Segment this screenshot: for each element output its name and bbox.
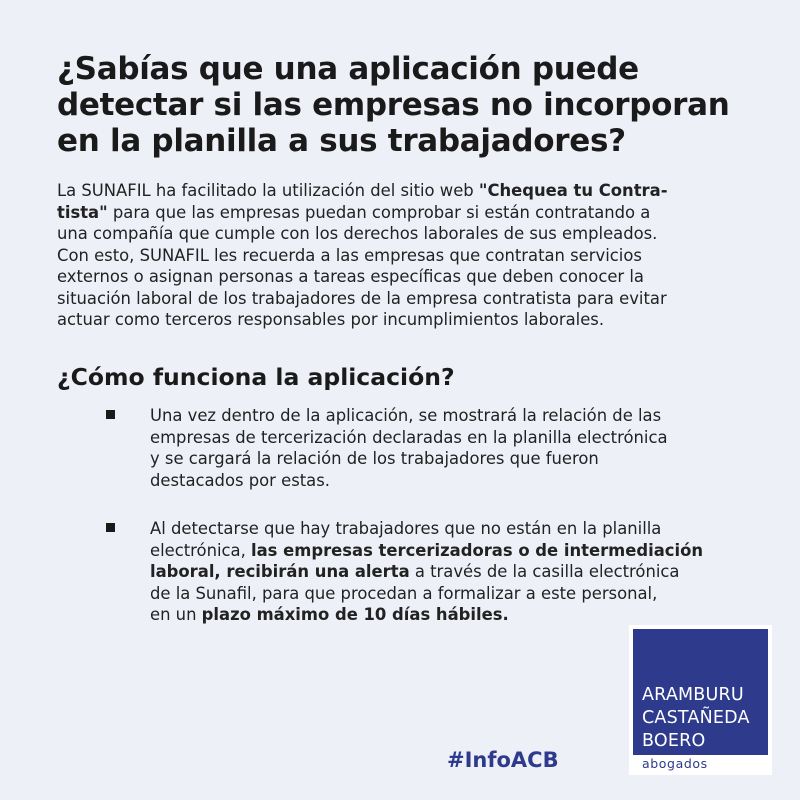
bullet-line: y se cargará la relación de los trabajadores que fueron [150, 449, 599, 468]
intro-line [57, 180, 747, 202]
bullet-item-1 [150, 405, 770, 491]
bullet-line: destacados por estas. [150, 470, 330, 490]
bullet-bold-text: las empresas tercerizadoras o de intermediación [251, 540, 704, 560]
bullet-line: empresas de tercerización declaradas en la planilla electrónica [150, 427, 668, 447]
intro-line: una compañía que cumple con los derechos laborales de sus empleados. [57, 224, 658, 243]
bullet-line: Al detectarse que hay trabajadores que no están en la planilla [150, 519, 662, 538]
intro-line [57, 202, 747, 224]
title-line: en la planilla a sus trabajadores? [57, 123, 626, 159]
intro-paragraph [57, 180, 747, 331]
bullet-line [150, 604, 770, 626]
logo-text-line: ARAMBURU [642, 685, 744, 705]
bullet-text: a través de la casilla electrónica [409, 562, 680, 581]
bullet-line [150, 540, 770, 562]
logo-block [633, 629, 768, 755]
logo-text-line: BOERO [642, 731, 706, 751]
bullet-text: en un [150, 605, 202, 624]
hashtag-label: #InfoACB [447, 748, 559, 772]
bullet-line: Una vez dentro de la aplicación, se mostrará la relación de las [150, 406, 662, 425]
intro-text: para que las empresas puedan comprobar si están contratando a [107, 202, 651, 222]
intro-bold-text: tista" [57, 202, 108, 222]
bullet-line: de la Sunafil, para que procedan a formalizar a este personal, [150, 583, 658, 603]
intro-line: Con esto, SUNAFIL les recuerda a las empresas que contratan servicios [57, 245, 642, 265]
page-title [57, 51, 757, 159]
intro-text: La SUNAFIL ha facilitado la utilización del sitio web [57, 181, 479, 200]
logo-text-line: CASTAÑEDA [642, 708, 750, 728]
company-logo [629, 625, 772, 775]
intro-line: actuar como terceros responsables por incumplimientos laborales. [57, 310, 605, 329]
intro-line: externos o asignan personas a tareas específicas que deben conocer la [57, 267, 644, 286]
title-line: detectar si las empresas no incorporan [57, 87, 730, 123]
bullet-bold-text: plazo máximo de 10 días hábiles. [201, 605, 509, 624]
intro-bold-text: "Chequea tu Contra- [478, 181, 668, 200]
bullet-item-2 [150, 518, 770, 626]
intro-line: situación laboral de los trabajadores de la empresa contratista para evitar [57, 288, 667, 308]
bullet-bold-text: laboral, recibirán una alerta [150, 562, 410, 581]
bullet-square-icon [106, 523, 115, 532]
title-line: ¿Sabías que una aplicación puede [57, 51, 639, 87]
bullet-square-icon [106, 410, 115, 419]
logo-subtitle: abogados [642, 756, 708, 771]
section-heading: ¿Cómo funciona la aplicación? [57, 363, 455, 391]
bullet-line [150, 561, 770, 583]
bullet-text: electrónica, [150, 540, 251, 560]
